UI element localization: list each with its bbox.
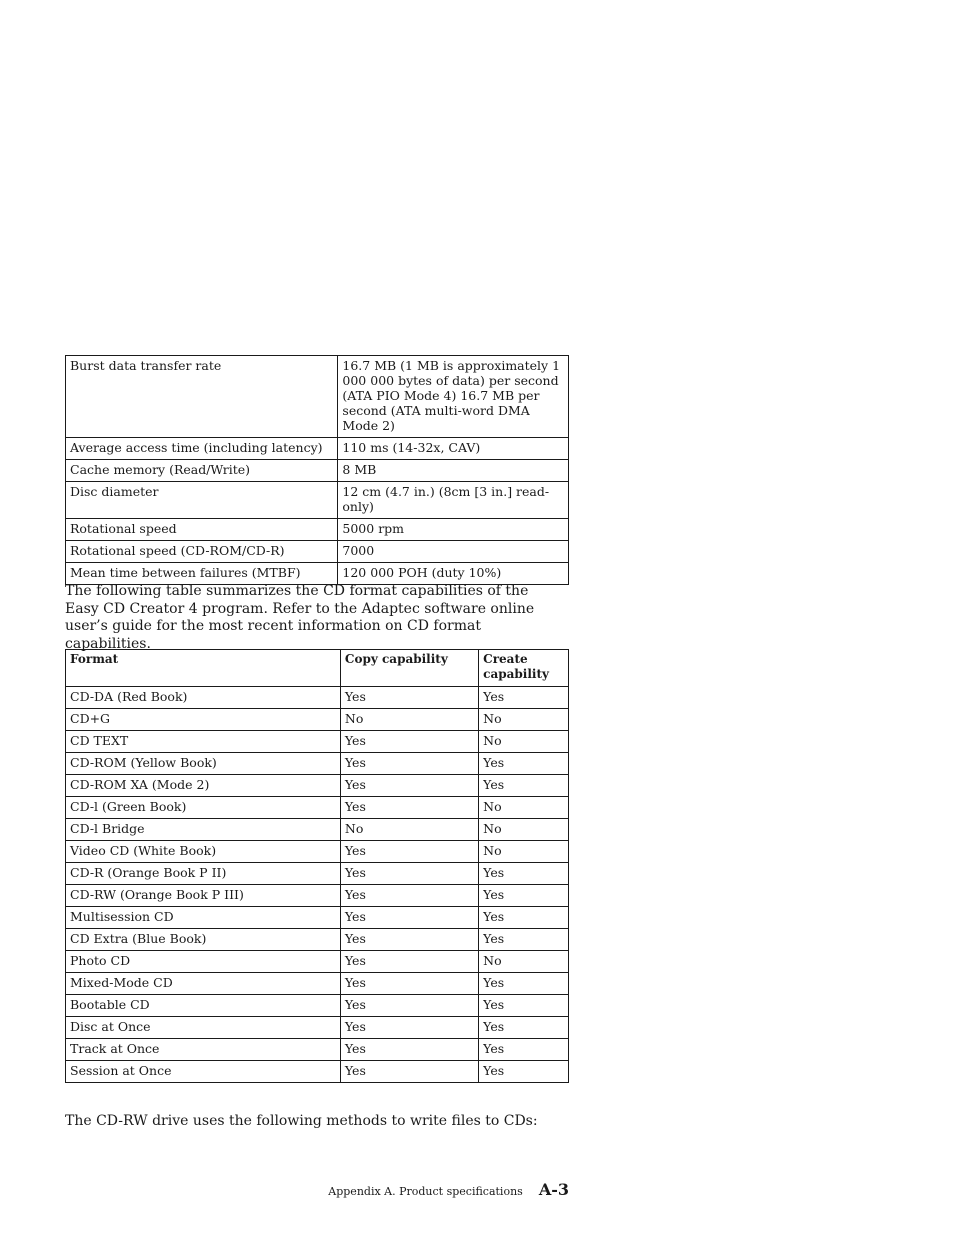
table-row (66, 753, 569, 775)
spec-value: 110 ms (14-32x, CAV) (338, 438, 569, 460)
table-row (66, 885, 569, 907)
create-capability-cell: Yes (479, 753, 569, 775)
copy-capability-cell: Yes (340, 995, 478, 1017)
table-row (66, 1017, 569, 1039)
format-cell: Multisession CD (66, 907, 341, 929)
spec-value: 16.7 MB (1 MB is approximately 1 000 000 bytes of data) per second (ATA PIO Mode 4) 16.7 MB per second (ATA multi-word DMA Mode 2) (338, 356, 569, 438)
copy-capability-cell: Yes (340, 929, 478, 951)
copy-capability-cell: Yes (340, 907, 478, 929)
create-capability-cell: Yes (479, 885, 569, 907)
spec-label: Rotational speed (CD-ROM/CD-R) (66, 541, 338, 563)
spec-label: Disc diameter (66, 482, 338, 519)
spec-label: Cache memory (Read/Write) (66, 460, 338, 482)
column-header-format: Format (66, 650, 341, 687)
table-row (66, 775, 569, 797)
format-cell: CD-R (Orange Book P II) (66, 863, 341, 885)
intro-paragraph: The following table summarizes the CD format capabilities of the Easy CD Creator 4 program. Refer to the Adaptec software online user’s guide for the most recent information on CD format capabilities. (65, 583, 535, 652)
create-capability-cell: Yes (479, 929, 569, 951)
copy-capability-cell: No (340, 709, 478, 731)
copy-capability-cell: Yes (340, 687, 478, 709)
create-capability-cell: Yes (479, 687, 569, 709)
table-row (66, 929, 569, 951)
copy-capability-cell: Yes (340, 753, 478, 775)
copy-capability-cell: No (340, 819, 478, 841)
copy-capability-cell: Yes (340, 973, 478, 995)
format-cell: Disc at Once (66, 1017, 341, 1039)
copy-capability-cell: Yes (340, 841, 478, 863)
table-row (66, 819, 569, 841)
format-cell: Mixed-Mode CD (66, 973, 341, 995)
create-capability-cell: No (479, 951, 569, 973)
table-row (66, 1039, 569, 1061)
create-capability-cell: No (479, 731, 569, 753)
format-cell: Photo CD (66, 951, 341, 973)
column-header-create-capability: Create capability (479, 650, 569, 687)
copy-capability-cell: Yes (340, 863, 478, 885)
create-capability-cell: Yes (479, 1061, 569, 1083)
table-header-row (66, 650, 569, 687)
spec-label: Average access time (including latency) (66, 438, 338, 460)
create-capability-cell: Yes (479, 1017, 569, 1039)
spec-label: Mean time between failures (MTBF) (66, 563, 338, 585)
specifications-table (65, 355, 569, 585)
format-cell: CD Extra (Blue Book) (66, 929, 341, 951)
table-row (66, 519, 569, 541)
table-row (66, 907, 569, 929)
table-row (66, 563, 569, 585)
column-header-copy-capability: Copy capability (340, 650, 478, 687)
format-cell: Session at Once (66, 1061, 341, 1083)
page-footer (300, 1180, 569, 1199)
table-row (66, 863, 569, 885)
spec-value: 12 cm (4.7 in.) (8cm [3 in.] read-only) (338, 482, 569, 519)
format-cell: CD+G (66, 709, 341, 731)
copy-capability-cell: Yes (340, 797, 478, 819)
table-row (66, 438, 569, 460)
format-cell: CD-ROM (Yellow Book) (66, 753, 341, 775)
format-cell: CD-RW (Orange Book P III) (66, 885, 341, 907)
table-row (66, 951, 569, 973)
copy-capability-cell: Yes (340, 1017, 478, 1039)
spec-value: 5000 rpm (338, 519, 569, 541)
copy-capability-cell: Yes (340, 1039, 478, 1061)
create-capability-cell: Yes (479, 907, 569, 929)
copy-capability-cell: Yes (340, 731, 478, 753)
table-row (66, 841, 569, 863)
spec-value: 7000 (338, 541, 569, 563)
format-cell: CD-l (Green Book) (66, 797, 341, 819)
table-row (66, 541, 569, 563)
create-capability-cell: No (479, 819, 569, 841)
table-row (66, 797, 569, 819)
create-capability-cell: Yes (479, 1039, 569, 1061)
create-capability-cell: Yes (479, 995, 569, 1017)
spec-value: 8 MB (338, 460, 569, 482)
format-cell: CD-ROM XA (Mode 2) (66, 775, 341, 797)
footer-section-title: Appendix A. Product specifications (328, 1185, 523, 1198)
table-row (66, 1061, 569, 1083)
format-cell: CD-DA (Red Book) (66, 687, 341, 709)
methods-paragraph: The CD-RW drive uses the following methods to write files to CDs: (65, 1113, 538, 1129)
copy-capability-cell: Yes (340, 885, 478, 907)
create-capability-cell: No (479, 709, 569, 731)
format-cell: CD TEXT (66, 731, 341, 753)
table-row (66, 460, 569, 482)
spec-value: 120 000 POH (duty 10%) (338, 563, 569, 585)
spec-label: Rotational speed (66, 519, 338, 541)
create-capability-cell: Yes (479, 863, 569, 885)
table-row (66, 995, 569, 1017)
format-cell: Track at Once (66, 1039, 341, 1061)
table-row (66, 731, 569, 753)
spec-label: Burst data transfer rate (66, 356, 338, 438)
table-row (66, 482, 569, 519)
create-capability-cell: No (479, 797, 569, 819)
format-cell: Video CD (White Book) (66, 841, 341, 863)
create-capability-cell: No (479, 841, 569, 863)
copy-capability-cell: Yes (340, 1061, 478, 1083)
cd-format-capabilities-table (65, 649, 569, 1083)
create-capability-cell: Yes (479, 775, 569, 797)
format-cell: CD-l Bridge (66, 819, 341, 841)
table-row (66, 709, 569, 731)
table-row (66, 356, 569, 438)
table-row (66, 973, 569, 995)
table-row (66, 687, 569, 709)
copy-capability-cell: Yes (340, 775, 478, 797)
copy-capability-cell: Yes (340, 951, 478, 973)
create-capability-cell: Yes (479, 973, 569, 995)
format-cell: Bootable CD (66, 995, 341, 1017)
page-number: A-3 (538, 1180, 569, 1199)
